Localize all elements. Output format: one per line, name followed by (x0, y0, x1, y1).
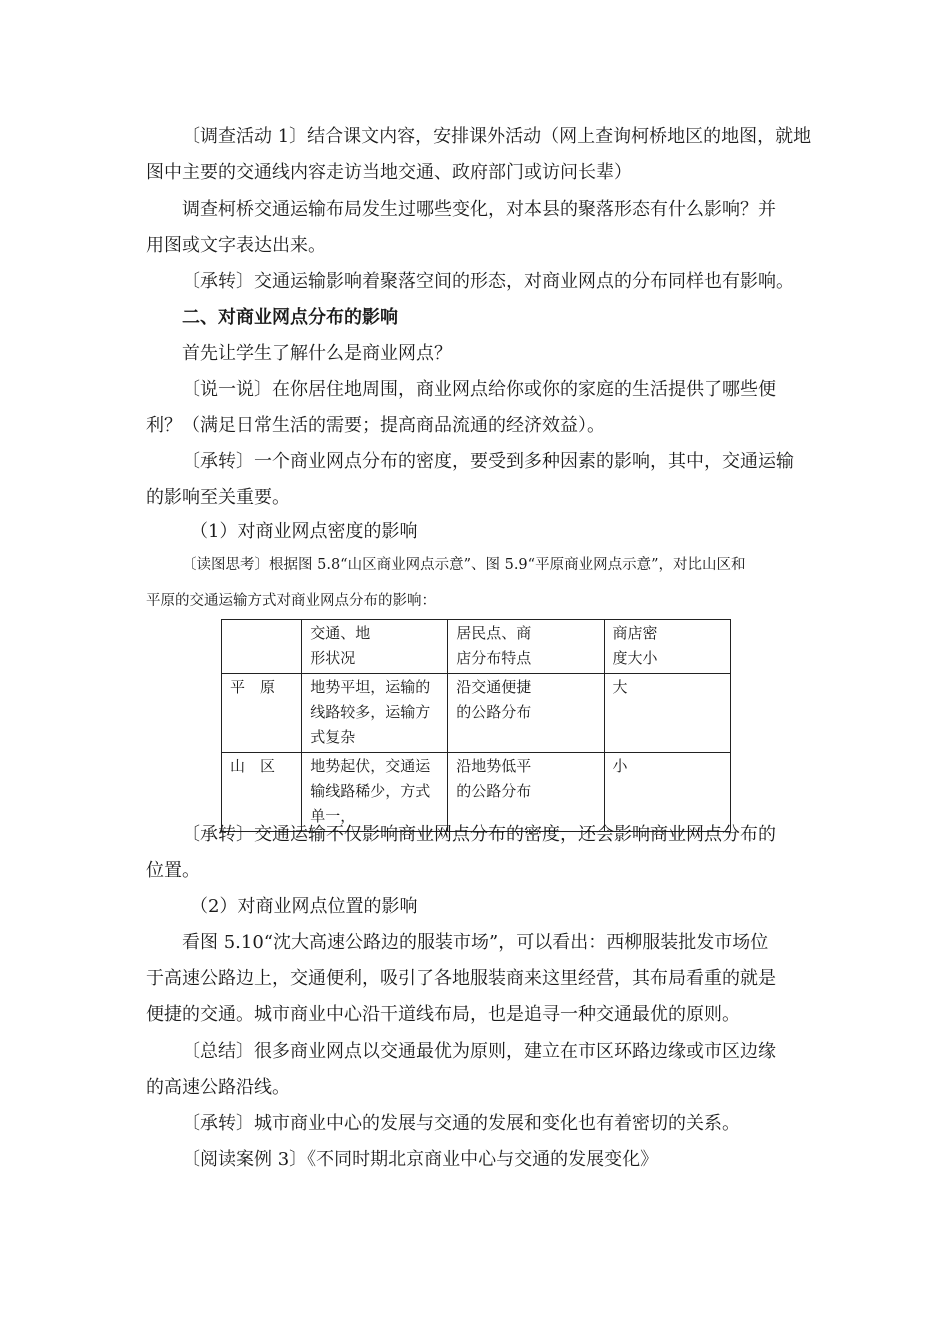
table-cell: 山 区 (222, 753, 302, 832)
para-transition-2-line2: 的影响至关重要。 (146, 487, 290, 508)
para-summary-line1: 〔总结〕很多商业网点以交通最优为原则，建立在市区环路边缘或市区边缘 (182, 1041, 776, 1062)
table-row (222, 753, 731, 832)
table-cell: 沿交通便捷 的公路分布 (448, 674, 604, 753)
para-summary-line2: 的高速公路沿线。 (146, 1077, 290, 1098)
subheading-density: （1）对商业网点密度的影响 (190, 521, 418, 542)
table-header-cell: 商店密 度大小 (604, 620, 730, 674)
para-transition-1: 〔承转〕交通运输影响着聚落空间的形态，对商业网点的分布同样也有影响。 (182, 271, 794, 292)
para-survey-question-line1: 调查柯桥交通运输布局发生过哪些变化，对本县的聚落形态有什么影响？并 (182, 199, 776, 220)
para-transition-3-line2: 位置。 (146, 860, 200, 881)
table-cell: 沿地势低平 的公路分布 (448, 753, 604, 832)
table-header-cell: 居民点、商 店分布特点 (448, 620, 604, 674)
comparison-table (221, 619, 731, 832)
table-cell: 平 原 (222, 674, 302, 753)
table-cell: 地势平坦，运输的 线路较多，运输方 式复杂 (302, 674, 448, 753)
para-figure-line1: 看图 5.10“沈大高速公路边的服装市场”，可以看出：西柳服装批发市场位 (182, 932, 769, 953)
table-header-cell (222, 620, 302, 674)
para-transition-3-line1: 〔承转〕交通运输不仅影响商业网点分布的密度，还会影响商业网点分布的 (182, 824, 776, 845)
table-cell: 地势起伏，交通运 输线路稀少，方式 单一， (302, 753, 448, 832)
para-say-line2: 利？（满足日常生活的需要；提高商品流通的经济效益）。 (146, 415, 605, 436)
para-transition-2-line1: 〔承转〕一个商业网点分布的密度，要受到多种因素的影响，其中，交通运输 (182, 451, 794, 472)
para-survey-activity-line1: 〔调查活动 1〕结合课文内容，安排课外活动（网上查询柯桥地区的地图，就地 (182, 126, 812, 147)
para-reading-case: 〔阅读案例 3〕《不同时期北京商业中心与交通的发展变化》 (182, 1149, 659, 1170)
subheading-location: （2）对商业网点位置的影响 (190, 896, 418, 917)
table-row (222, 674, 731, 753)
para-intro-question: 首先让学生了解什么是商业网点？ (182, 343, 452, 364)
table-cell: 大 (604, 674, 730, 753)
para-transition-4: 〔承转〕城市商业中心的发展与交通的发展和变化也有着密切的关系。 (182, 1113, 740, 1134)
table-header-row (222, 620, 731, 674)
para-say-line1: 〔说一说〕在你居住地周围，商业网点给你或你的家庭的生活提供了哪些便 (182, 379, 776, 400)
para-read-think-line2: 平原的交通运输方式对商业网点分布的影响： (146, 593, 436, 609)
para-figure-line2: 于高速公路边上，交通便利，吸引了各地服装商来这里经营，其布局看重的就是 (146, 968, 776, 989)
table-header-cell: 交通、地 形状况 (302, 620, 448, 674)
para-read-think-line1: 〔读图思考〕根据图 5.8“山区商业网点示意”、图 5.9“平原商业网点示意”，对比山区和 (182, 557, 746, 573)
para-survey-activity-line2: 图中主要的交通线内容走访当地交通、政府部门或访问长辈） (146, 162, 632, 183)
para-survey-question-line2: 用图或文字表达出来。 (146, 235, 326, 256)
section-heading-2: 二、对商业网点分布的影响 (182, 307, 398, 328)
table-cell: 小 (604, 753, 730, 832)
para-figure-line3: 便捷的交通。城市商业中心沿干道线布局，也是追寻一种交通最优的原则。 (146, 1004, 740, 1025)
